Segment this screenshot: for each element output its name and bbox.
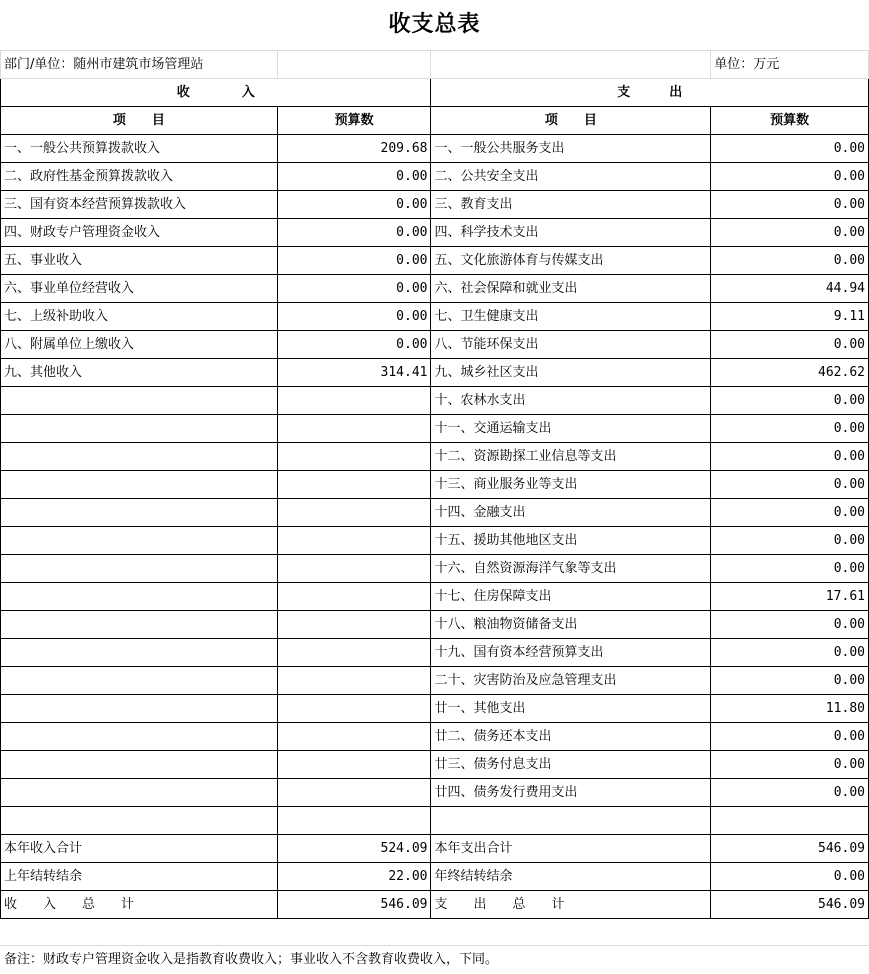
expense-item-cell[interactable]: 本年支出合计 [431,835,711,863]
expense-item-cell[interactable]: 支 出 总 计 [431,891,711,919]
column-header-row [1,107,869,135]
expense-item-cell[interactable]: 二十、灾害防治及应急管理支出 [431,667,711,695]
income-item-cell[interactable]: 本年收入合计 [1,835,278,863]
expense-item-cell[interactable]: 五、文化旅游体育与传媒支出 [431,247,711,275]
footnote[interactable] [0,946,869,974]
expense-item-cell[interactable]: 二、公共安全支出 [431,163,711,191]
income-item-cell[interactable] [1,667,278,695]
expense-budget-cell[interactable]: 546.09 [711,891,869,919]
expense-item-cell[interactable]: 六、社会保障和就业支出 [431,275,711,303]
expense-item-cell[interactable]: 三、教育支出 [431,191,711,219]
table-row [1,807,869,835]
expense-item-cell[interactable]: 十四、金融支出 [431,499,711,527]
income-budget-cell[interactable]: 0.00 [277,331,431,359]
table-row [1,639,869,667]
expense-budget-cell[interactable]: 0.00 [711,779,869,807]
expense-budget-cell[interactable] [711,807,869,835]
income-item-cell[interactable] [1,387,278,415]
income-item-cell[interactable]: 三、国有资本经营预算拨款收入 [1,191,278,219]
expense-item-cell[interactable]: 七、卫生健康支出 [431,303,711,331]
table-row [1,275,869,303]
expense-budget-cell[interactable]: 0.00 [711,555,869,583]
table-row [1,499,869,527]
expense-item-header[interactable]: 项 目 [431,107,711,135]
income-budget-cell[interactable] [277,751,431,779]
income-budget-cell[interactable]: 0.00 [277,219,431,247]
expense-item-cell[interactable] [431,807,711,835]
table-row [1,303,869,331]
table-row [1,863,869,891]
table-row [1,667,869,695]
income-budget-cell[interactable] [277,499,431,527]
department-label: 部门/单位：随州市建筑市场管理站 [4,57,204,72]
income-budget-cell[interactable]: 0.00 [277,275,431,303]
expense-item-cell[interactable]: 十、农林水支出 [431,387,711,415]
expense-budget-cell[interactable]: 17.61 [711,583,869,611]
income-item-cell[interactable]: 六、事业单位经营收入 [1,275,278,303]
income-budget-cell[interactable] [277,443,431,471]
table-row [1,695,869,723]
table-row [1,331,869,359]
expense-budget-cell[interactable]: 0.00 [711,443,869,471]
income-item-cell[interactable] [1,527,278,555]
expense-budget-cell[interactable]: 0.00 [711,387,869,415]
expense-item-cell[interactable]: 十二、资源勘探工业信息等支出 [431,443,711,471]
blank-cell[interactable] [431,51,711,79]
income-item-cell[interactable]: 一、一般公共预算拨款收入 [1,135,278,163]
expense-item-cell[interactable]: 八、节能环保支出 [431,331,711,359]
income-item-cell[interactable] [1,779,278,807]
income-budget-cell[interactable] [277,611,431,639]
table-row [1,555,869,583]
expense-item-cell[interactable]: 廿三、债务付息支出 [431,751,711,779]
income-section-header[interactable]: 收 入 [1,79,431,107]
expense-budget-cell[interactable]: 11.80 [711,695,869,723]
budget-summary-table [0,50,869,919]
table-row [1,443,869,471]
income-budget-cell[interactable] [277,583,431,611]
income-budget-cell[interactable]: 546.09 [277,891,431,919]
expense-budget-cell[interactable]: 0.00 [711,471,869,499]
expense-budget-cell[interactable]: 44.94 [711,275,869,303]
expense-budget-cell[interactable]: 0.00 [711,415,869,443]
expense-budget-cell[interactable]: 0.00 [711,191,869,219]
expense-budget-cell[interactable]: 0.00 [711,667,869,695]
expense-item-cell[interactable]: 一、一般公共服务支出 [431,135,711,163]
income-item-cell[interactable] [1,471,278,499]
expense-budget-cell[interactable]: 546.09 [711,835,869,863]
income-budget-cell[interactable]: 209.68 [277,135,431,163]
income-item-cell[interactable] [1,639,278,667]
income-budget-cell[interactable] [277,639,431,667]
income-budget-cell[interactable]: 22.00 [277,863,431,891]
income-budget-cell[interactable] [277,527,431,555]
income-budget-cell[interactable]: 314.41 [277,359,431,387]
income-budget-cell[interactable] [277,723,431,751]
table-row [1,247,869,275]
income-budget-cell[interactable] [277,387,431,415]
expense-item-cell[interactable]: 十九、国有资本经营预算支出 [431,639,711,667]
income-budget-cell[interactable]: 0.00 [277,191,431,219]
income-budget-cell[interactable] [277,807,431,835]
expense-budget-cell[interactable]: 0.00 [711,135,869,163]
table-row [1,415,869,443]
income-item-cell[interactable] [1,751,278,779]
expense-section-header[interactable]: 支 出 [431,79,869,107]
income-budget-cell[interactable]: 524.09 [277,835,431,863]
income-budget-cell[interactable]: 0.00 [277,303,431,331]
table-row [1,583,869,611]
income-budget-cell[interactable]: 0.00 [277,247,431,275]
expense-budget-cell[interactable]: 0.00 [711,331,869,359]
income-item-cell[interactable] [1,807,278,835]
income-item-cell[interactable] [1,499,278,527]
income-item-cell[interactable] [1,415,278,443]
income-budget-cell[interactable]: 0.00 [277,163,431,191]
expense-budget-cell[interactable]: 0.00 [711,611,869,639]
expense-budget-cell[interactable]: 0.00 [711,751,869,779]
expense-budget-header[interactable]: 预算数 [711,107,869,135]
table-row [1,387,869,415]
section-header-row [1,79,869,107]
expense-budget-cell[interactable]: 0.00 [711,527,869,555]
expense-budget-cell[interactable]: 0.00 [711,863,869,891]
table-row [1,163,869,191]
table-row [1,611,869,639]
expense-item-cell[interactable]: 廿四、债务发行费用支出 [431,779,711,807]
income-item-cell[interactable]: 五、事业收入 [1,247,278,275]
income-budget-cell[interactable] [277,667,431,695]
table-row [1,359,869,387]
income-item-cell[interactable] [1,555,278,583]
expense-item-cell[interactable]: 九、城乡社区支出 [431,359,711,387]
expense-item-cell[interactable]: 十八、粮油物资储备支出 [431,611,711,639]
income-budget-header[interactable]: 预算数 [277,107,431,135]
expense-budget-cell[interactable]: 0.00 [711,723,869,751]
expense-item-cell[interactable]: 十一、交通运输支出 [431,415,711,443]
expense-budget-cell[interactable]: 0.00 [711,163,869,191]
table-row [1,191,869,219]
unit-label: 单位：万元 [714,57,780,72]
income-item-cell[interactable] [1,695,278,723]
income-item-cell[interactable] [1,583,278,611]
income-item-cell[interactable] [1,723,278,751]
table-row [1,219,869,247]
table-row [1,751,869,779]
table-row [1,135,869,163]
expense-item-cell[interactable]: 十七、住房保障支出 [431,583,711,611]
expense-item-cell[interactable]: 四、科学技术支出 [431,219,711,247]
income-item-cell[interactable] [1,443,278,471]
department-cell[interactable] [1,51,278,79]
income-item-cell[interactable]: 九、其他收入 [1,359,278,387]
income-budget-cell[interactable] [277,779,431,807]
expense-budget-cell[interactable]: 462.62 [711,359,869,387]
income-item-cell[interactable]: 收 入 总 计 [1,891,278,919]
income-item-cell[interactable]: 四、财政专户管理资金收入 [1,219,278,247]
expense-item-cell[interactable]: 年终结转结余 [431,863,711,891]
income-item-cell[interactable] [1,611,278,639]
income-budget-cell[interactable] [277,555,431,583]
blank-cell[interactable] [277,51,431,79]
footnote-text: 备注：财政专户管理资金收入是指教育收费收入；事业收入不含教育收费收入，下同。 [4,952,499,967]
income-item-cell[interactable]: 七、上级补助收入 [1,303,278,331]
income-item-cell[interactable]: 上年结转结余 [1,863,278,891]
table-row [1,835,869,863]
income-budget-cell[interactable] [277,471,431,499]
income-budget-cell[interactable] [277,695,431,723]
expense-budget-cell[interactable]: 0.00 [711,219,869,247]
meta-row [1,51,869,79]
table-row [1,891,869,919]
expense-budget-cell[interactable]: 0.00 [711,499,869,527]
income-item-cell[interactable]: 二、政府性基金预算拨款收入 [1,163,278,191]
income-budget-cell[interactable] [277,415,431,443]
table-row [1,779,869,807]
expense-budget-cell[interactable]: 0.00 [711,639,869,667]
expense-item-cell[interactable]: 十五、援助其他地区支出 [431,527,711,555]
income-item-header[interactable]: 项 目 [1,107,278,135]
report-title: 收支总表 [388,12,481,37]
table-row [1,723,869,751]
expense-budget-cell[interactable]: 9.11 [711,303,869,331]
table-row [1,471,869,499]
table-row [1,527,869,555]
expense-item-cell[interactable]: 十三、商业服务业等支出 [431,471,711,499]
expense-item-cell[interactable]: 廿一、其他支出 [431,695,711,723]
expense-item-cell[interactable]: 廿二、债务还本支出 [431,723,711,751]
expense-item-cell[interactable]: 十六、自然资源海洋气象等支出 [431,555,711,583]
income-item-cell[interactable]: 八、附属单位上缴收入 [1,331,278,359]
unit-cell[interactable] [711,51,869,79]
expense-budget-cell[interactable]: 0.00 [711,247,869,275]
